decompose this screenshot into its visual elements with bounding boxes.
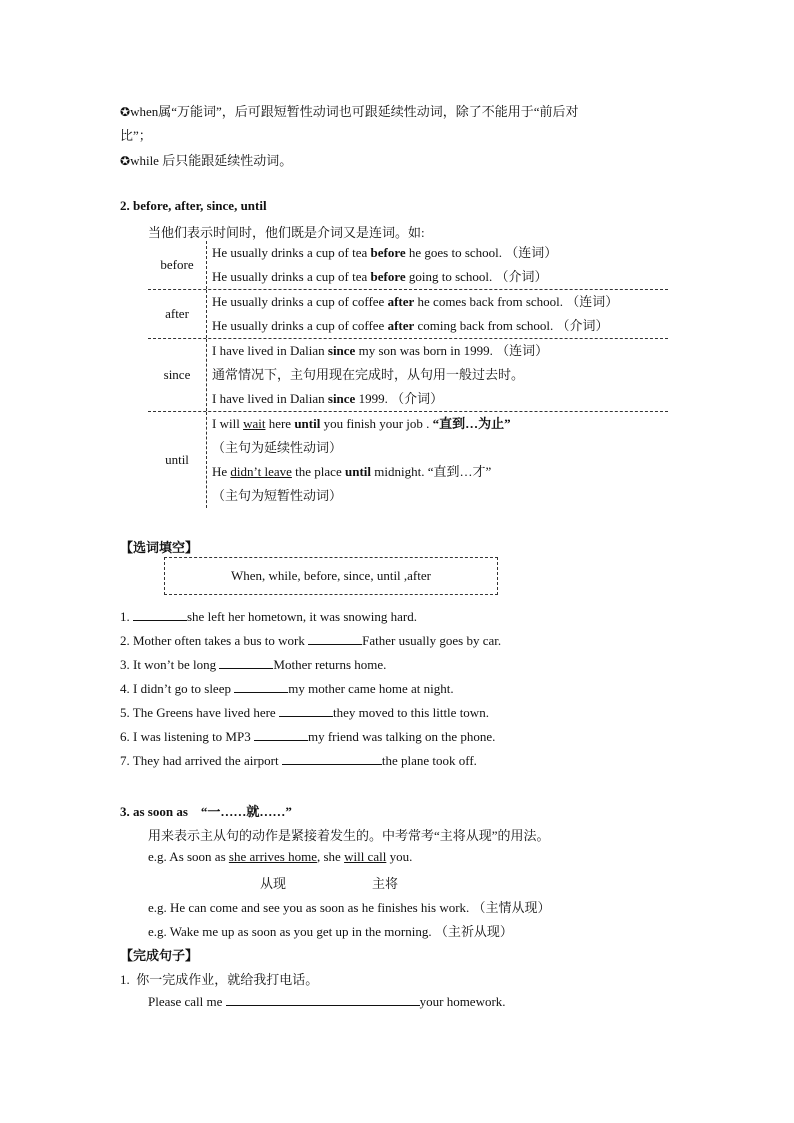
example-line: I have lived in Dalian since my son was born in 1999. （连词） bbox=[212, 343, 549, 358]
answer-blank[interactable] bbox=[226, 993, 420, 1006]
intro-line-1 bbox=[120, 101, 579, 120]
table-row-since bbox=[148, 339, 668, 412]
table-row-until bbox=[148, 412, 668, 508]
list-item: 4. I didn’t go to sleep my mother came home at night. bbox=[120, 681, 454, 696]
answer-blank[interactable] bbox=[279, 704, 333, 717]
list-item: 2. Mother often takes a bus to work Father usually goes by car. bbox=[120, 633, 502, 648]
note-line: （主句为延续性动词） bbox=[212, 440, 343, 455]
list-item: 5. The Greens have lived here they moved to this little town. bbox=[120, 705, 489, 720]
intro-text-1: when属“万能词”，后可跟短暂性动词也可跟延续性动词，除了不能用于“前后对 bbox=[130, 104, 579, 119]
list-item: 3. It won’t be long Mother returns home. bbox=[120, 657, 387, 672]
exercise-2-item-1: 1. 你一完成作业，就给我打电话。 bbox=[120, 972, 319, 987]
list-item: 6. I was listening to MP3 my friend was talking on the phone. bbox=[120, 729, 496, 744]
intro-line-2 bbox=[120, 125, 152, 144]
example-line: He usually drinks a cup of tea before going to school. （介词） bbox=[212, 269, 548, 284]
example-3: e.g. Wake me up as soon as you get up in the morning. （主祈从现） bbox=[148, 924, 513, 939]
list-item: 7. They had arrived the airport the plane took off. bbox=[120, 753, 477, 768]
preposition-conjunction-table bbox=[148, 241, 668, 508]
example-2: e.g. He can come and see you as soon as he finishes his work. （主情从现） bbox=[148, 900, 551, 915]
section-2-title: 2. before, after, since, until bbox=[120, 198, 267, 213]
answer-blank[interactable] bbox=[308, 632, 362, 645]
answer-blank[interactable] bbox=[234, 680, 288, 693]
intro-text-2: 比”； bbox=[120, 128, 152, 143]
star-bullet-icon: ✪ bbox=[120, 154, 131, 168]
row-key: before bbox=[160, 257, 194, 272]
exercise-2-title: 【完成句子】 bbox=[120, 948, 199, 963]
section-3-desc: 用来表示主从句的动作是紧接着发生的。中考常考“主将从现”的用法。 bbox=[148, 828, 550, 843]
row-key: after bbox=[165, 306, 189, 321]
note-line: （主句为短暂性动词） bbox=[212, 488, 343, 503]
example-line: I will wait here until you finish your job . “直到…为止” bbox=[212, 416, 511, 431]
example-line: I have lived in Dalian since 1999. （介词） bbox=[212, 391, 444, 406]
note-line: 通常情况下，主句用现在完成时，从句用一般过去时。 bbox=[212, 367, 525, 382]
example-line: He usually drinks a cup of coffee after he comes back from school. （连词） bbox=[212, 294, 619, 309]
exercise-1-title: 【选词填空】 bbox=[120, 540, 199, 555]
answer-blank[interactable] bbox=[282, 752, 382, 765]
section-2-desc: 当他们表示时间时，他们既是介词又是连词。如: bbox=[148, 225, 425, 240]
list-item: 1. she left her hometown, it was snowing hard. bbox=[120, 609, 417, 624]
table-row-after bbox=[148, 290, 668, 339]
row-key: since bbox=[163, 367, 191, 382]
table-row-before bbox=[148, 241, 668, 290]
example-line: He usually drinks a cup of coffee after coming back from school. （介词） bbox=[212, 318, 609, 333]
answer-blank[interactable] bbox=[254, 728, 308, 741]
star-bullet-icon: ✪ bbox=[120, 105, 131, 119]
intro-line-3 bbox=[120, 150, 292, 169]
label-main: 主将 bbox=[372, 876, 399, 891]
answer-blank[interactable] bbox=[133, 608, 187, 621]
answer-blank[interactable] bbox=[219, 656, 273, 669]
section-3-title: 3. as soon as “一……就……” bbox=[120, 804, 292, 819]
word-box: When, while, before, since, until ,after bbox=[164, 557, 498, 595]
label-clause: 从现 bbox=[260, 876, 287, 891]
intro-text-3: while 后只能跟延续性动词。 bbox=[130, 153, 293, 168]
exercise-2-answer-line: Please call me your homework. bbox=[148, 994, 506, 1009]
example-1: e.g. As soon as she arrives home, she will call you. bbox=[148, 849, 413, 864]
example-line: He usually drinks a cup of tea before he goes to school. （连词） bbox=[212, 245, 558, 260]
example-line: He didn’t leave the place until midnight. “直到…才” bbox=[212, 464, 492, 479]
row-key: until bbox=[165, 452, 189, 467]
